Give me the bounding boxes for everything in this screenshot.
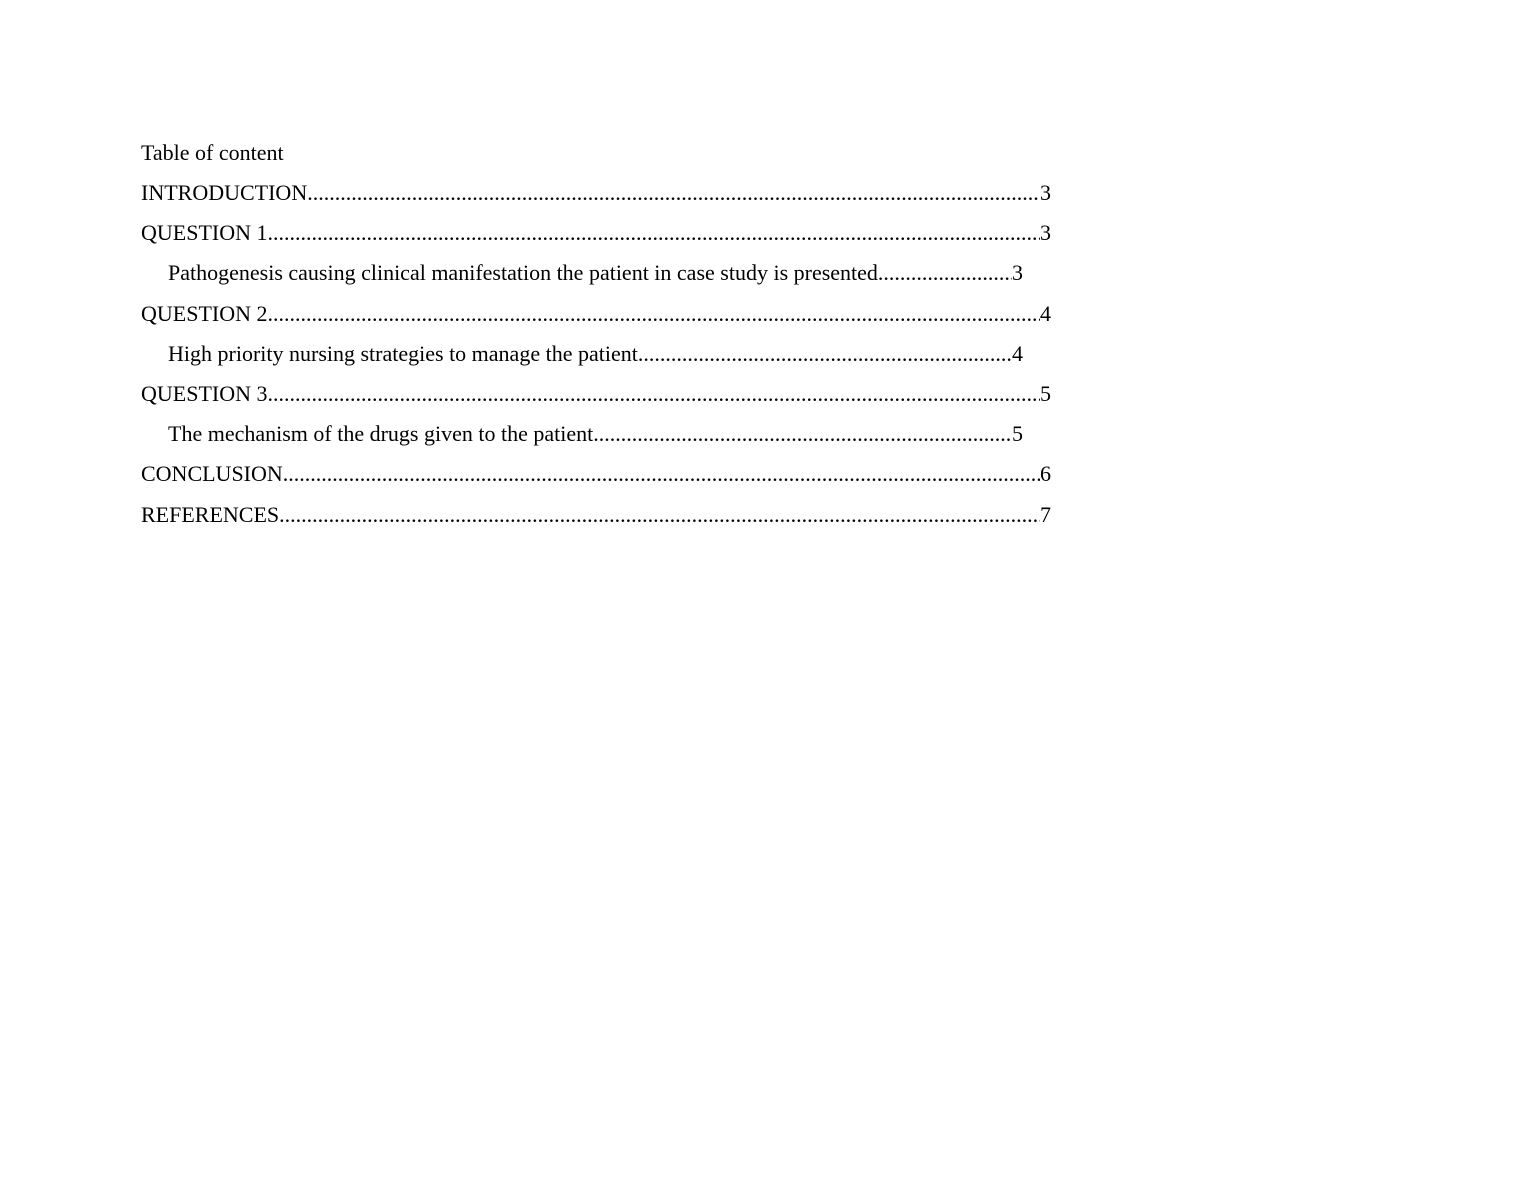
toc-entry-conclusion[interactable] [141,459,1051,489]
toc-dot-leader [878,258,1012,288]
toc-dot-leader [268,299,1041,329]
toc-page-number: 3 [1012,260,1023,286]
toc-page-number: 3 [1040,180,1051,205]
toc-page-number: 6 [1040,461,1051,487]
toc-dot-leader [268,379,1041,409]
toc-page-number: 4 [1012,340,1023,366]
toc-dot-leader [283,459,1040,489]
toc-entry-label: Pathogenesis causing clinical manifestation the patient in case study is presented [168,260,878,286]
toc-entry-question-1[interactable] [141,218,1051,248]
toc-dot-leader [268,218,1041,248]
toc-entry-label: The mechanism of the drugs given to the patient [168,421,594,447]
toc-page-number: 3 [1040,220,1051,246]
toc-dot-leader [307,178,1040,208]
toc-entry-nursing-strategies[interactable] [168,339,1023,369]
toc-entry-label: CONCLUSION [141,461,283,487]
toc-entry-references[interactable] [141,500,1051,530]
toc-entry-label: QUESTION 2 [141,300,268,326]
toc-dot-leader [593,419,1012,449]
toc-entry-drug-mechanism[interactable] [168,419,1023,449]
toc-dot-leader [638,339,1012,369]
toc-page-number: 7 [1040,501,1051,527]
toc-entry-label: QUESTION 3 [141,380,268,406]
toc-dot-leader [279,500,1040,530]
toc-entry-label: QUESTION 1 [141,220,268,246]
toc-page-number: 5 [1040,380,1051,406]
toc-entry-label: High priority nursing strategies to manage the patient [168,340,638,366]
toc-page-number: 4 [1040,300,1051,326]
toc-entry-question-3[interactable] [141,379,1051,409]
toc-entry-question-2[interactable] [141,299,1051,329]
table-of-contents [141,138,1051,540]
toc-entry-pathogenesis[interactable] [168,258,1023,288]
toc-entry-introduction[interactable] [141,178,1051,208]
toc-page-number: 5 [1012,421,1023,447]
toc-title: Table of content [141,140,284,165]
toc-entry-label: REFERENCES [141,501,280,527]
toc-entry-label: INTRODUCTION [141,180,308,205]
